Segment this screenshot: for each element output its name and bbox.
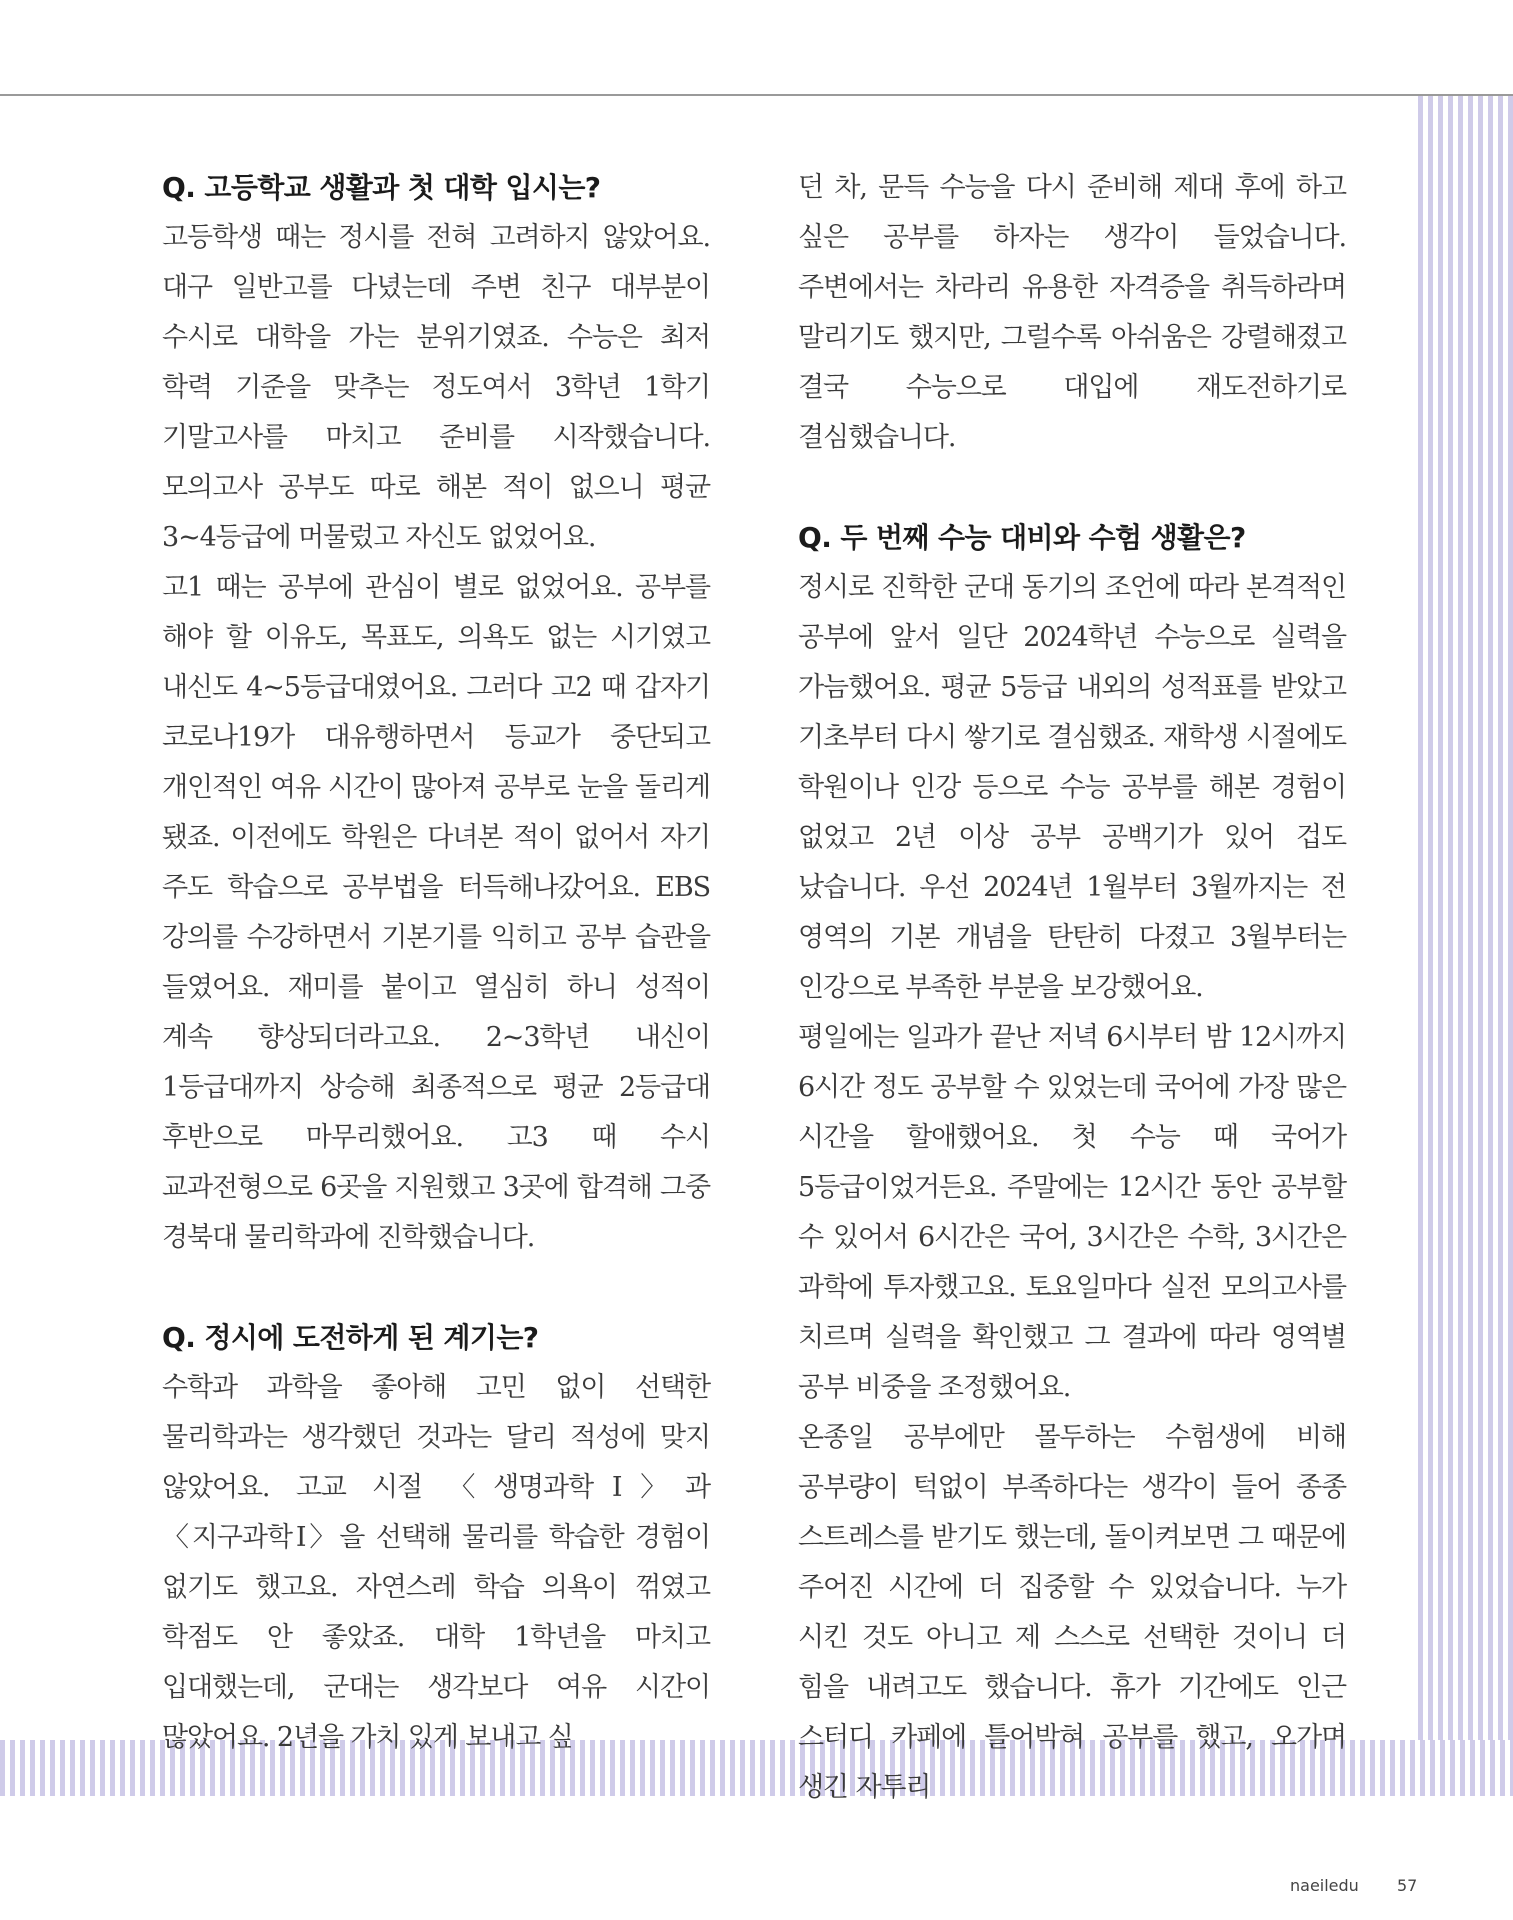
decorative-stripe-right (1418, 96, 1513, 1796)
footer-site-name: naeiledu (1290, 1876, 1359, 1895)
question-heading-1: Q. 고등학교 생활과 첫 대학 입시는? (162, 171, 601, 204)
question-heading-2: Q. 정시에 도전하게 된 계기는? (162, 1321, 539, 1354)
answer-paragraph: 온종일 공부에만 몰두하는 수험생에 비해 공부량이 턱없이 부족하다는 생각이 들어 종종 스트레스를 받기도 했는데, 돌이켜보면 그 때문에 주어진 시간에 더 집중할 수 있었습니다. 누가 시킨 것도 아니고 제 스스로 선택한 것이니 더 힘을 내려고도 했습니다. 휴가 기간에도 인근 스터디 카페에 틀어박혀 공부를 했고, 오가며 생긴 자투리 (798, 1422, 1346, 1803)
answer-paragraph: 고등학생 때는 정시를 전혀 고려하지 않았어요. 대구 일반고를 다녔는데 주변 친구 대부분이 수시로 대학을 가는 분위기였죠. 수능은 최저 학력 기준을 맞추는 정도여서 3학년 1학기 기말고사를 마치고 준비를 시작했습니다. 모의고사 공부도 따로 해본 적이 없으니 평균 3~4등급에 머물렀고 자신도 없었어요. (162, 222, 710, 553)
section-gap (162, 1263, 710, 1313)
continued-paragraph: 던 차, 문득 수능을 다시 준비해 제대 후에 하고 싶은 공부를 하자는 생각이 들었습니다. 주변에서는 차라리 유용한 자격증을 취득하라며 말리기도 했지만, 그럴수록 아쉬움은 강렬해졌고 결국 수능으로 대입에 재도전하기로 결심했습니다. (798, 172, 1346, 453)
answer-paragraph: 수학과 과학을 좋아해 고민 없이 선택한 물리학과는 생각했던 것과는 달리 적성에 맞지 않았어요. 고교 시절 〈생명과학Ⅰ〉과 〈지구과학Ⅰ〉을 선택해 물리를 학습한 경험이 없기도 했고요. 자연스레 학습 의욕이 꺾였고 학점도 안 좋았죠. 대학 1학년을 마치고 입대했는데, 군대는 생각보다 여유 시간이 많았어요. 2년을 가치 있게 보내고 싶 (162, 1372, 710, 1753)
left-column (162, 163, 710, 1763)
answer-paragraph: 고1 때는 공부에 관심이 별로 없었어요. 공부를 해야 할 이유도, 목표도, 의욕도 없는 시기였고 내신도 4~5등급대였어요. 그러다 고2 때 갑자기 코로나19가 대유행하면서 등교가 중단되고 개인적인 여유 시간이 많아져 공부로 눈을 돌리게 됐죠. 이전에도 학원은 다녀본 적이 없어서 자기 주도 학습으로 공부법을 터득해나갔어요. EBS 강의를 수강하면서 기본기를 익히고 공부 습관을 들였어요. 재미를 붙이고 열심히 하니 성적이 계속 향상되더라고요. 2~3학년 내신이 1등급대까지 상승해 최종적으로 평균 2등급대 후반으로 마무리했어요. 고3 때 수시 교과전형으로 6곳을 지원했고 3곳에 합격해 그중 경북대 물리학과에 진학했습니다. (162, 572, 710, 1253)
section-gap (798, 463, 1346, 513)
right-column (798, 163, 1346, 1813)
page-number: 57 (1397, 1876, 1418, 1895)
answer-paragraph: 평일에는 일과가 끝난 저녁 6시부터 밤 12시까지 6시간 정도 공부할 수 있었는데 국어에 가장 많은 시간을 할애했어요. 첫 수능 때 국어가 5등급이었거든요. 주말에는 12시간 동안 공부할 수 있어서 6시간은 국어, 3시간은 수학, 3시간은 과학에 투자했고요. 토요일마다 실전 모의고사를 치르며 실력을 확인했고 그 결과에 따라 영역별 공부 비중을 조정했어요. (798, 1022, 1346, 1403)
question-heading-3: Q. 두 번째 수능 대비와 수험 생활은? (798, 521, 1246, 554)
answer-paragraph: 정시로 진학한 군대 동기의 조언에 따라 본격적인 공부에 앞서 일단 2024학년 수능으로 실력을 가늠했어요. 평균 5등급 내외의 성적표를 받았고 기초부터 다시 쌓기로 결심했죠. 재학생 시절에도 학원이나 인강 등으로 수능 공부를 해본 경험이 없었고 2년 이상 공부 공백기가 있어 겁도 났습니다. 우선 2024년 1월부터 3월까지는 전 영역의 기본 개념을 탄탄히 다졌고 3월부터는 인강으로 부족한 부분을 보강했어요. (798, 572, 1346, 1003)
